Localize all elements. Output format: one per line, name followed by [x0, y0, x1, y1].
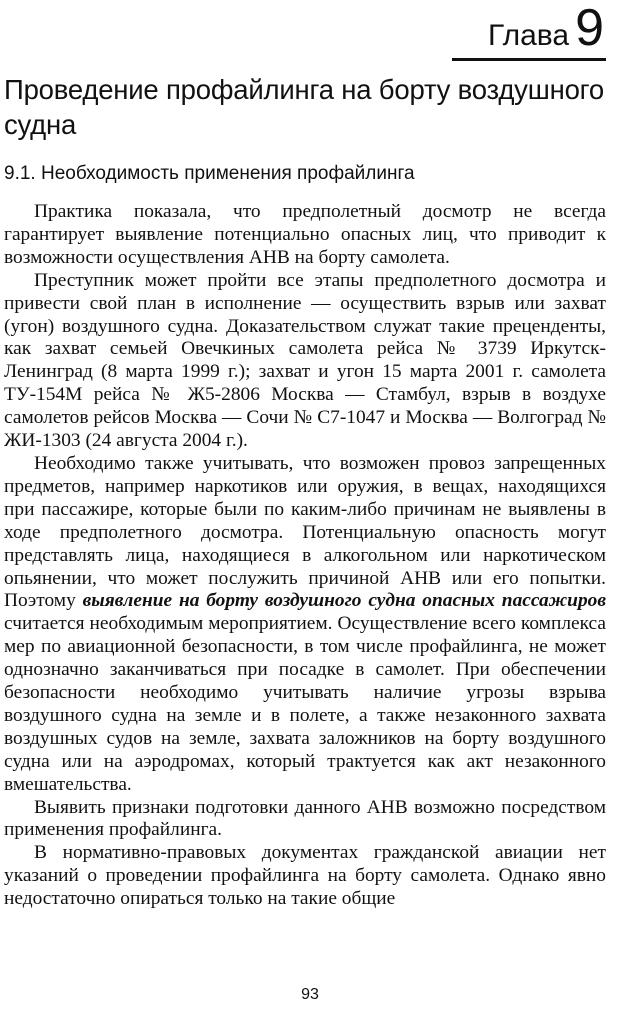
- paragraph-5: В нормативно-правовых документах гражданской авиации нет указаний о проведении профайлинга на борту самолета. Однако явно недостаточно опираться только на такие общие: [4, 842, 606, 910]
- paragraph-3-emphasis: выявление на борту воздушного судна опасных пассажиров: [82, 590, 606, 612]
- chapter-rule: [452, 58, 606, 61]
- chapter-word: Глава: [488, 19, 570, 52]
- paragraph-3-text-after: считается необходимым мероприятием. Осуществление всего комплекса мер по авиационной безопасности, в том числе профайлинга, не может однозначно заканчиваться при посадке в самолет. При обеспечении безопасности необходимо учитывать наличие угрозы взрыва воздушного судна на земле и в полете, а также незаконного захвата воздушных судов на земле, захвата заложников на борту воздушного судна или на аэродромах, который трактуется как акт незаконного вмешательства.: [4, 613, 606, 795]
- paragraph-2: Преступник может пройти все этапы предполетного досмотра и привести свой план в исполнение — осуществить взрыв или захват (угон) воздушного судна. Доказательством служат такие преценденты, как захват семьей Овечкиных самолета рейса № 3739 Иркутск-Ленинград (8 марта 1999 г.); захват и угон 15 марта 2001 г. самолета ТУ-154М рейса № Ж5-2806 Москва — Стамбул, взрыв в воздухе самолетов рейсов Москва — Сочи № С7-1047 и Москва — Волгоград № ЖИ-1303 (24 августа 2004 г.).: [4, 269, 606, 452]
- paragraph-1: Практика показала, что предполетный досмотр не всегда гарантирует выявление потенциально опасных лиц, что приводит к возможности осуществления АНВ на борту самолета.: [4, 201, 606, 268]
- paragraph-3: [4, 453, 606, 797]
- paragraph-4: Выявить признаки подготовки данного АНВ возможно посредством применения профайлинга.: [4, 796, 606, 841]
- chapter-number: 9: [575, 0, 604, 57]
- body-text: [4, 201, 606, 911]
- paragraph-3-text-before: Необходимо также учитывать, что возможен провоз запрещенных предметов, например наркотиков или оружия, в вещах, находящихся при пассажире, которые были по каким-либо причинам не выявлены в ходе предполетного досмотра. Потенциальную опасность могут представлять лица, находящиеся в алкогольном или наркотическом опьянении, что может послужить причиной АНВ или его попытки. Поэтому: [4, 452, 606, 612]
- page-title: Проведение профайлинга на борту воздушного судна: [4, 74, 604, 140]
- chapter-header: [488, 0, 604, 57]
- section-title: 9.1. Необходимость применения профайлинга: [4, 163, 415, 184]
- page-number: 93: [301, 986, 319, 1003]
